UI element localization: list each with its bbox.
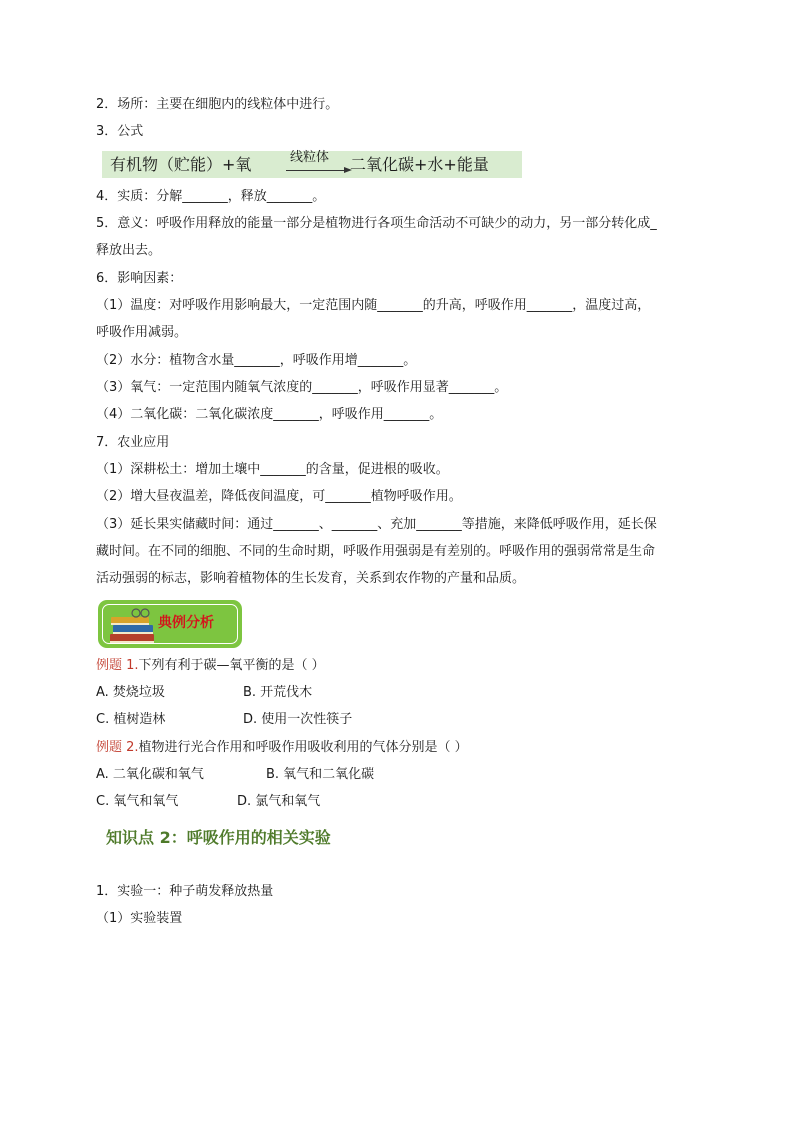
- line-co2: （4）二氧化碳：二氧化碳浓度_______，呼吸作用_______。: [96, 407, 443, 422]
- line-storage-1: （3）延长果实储藏时间：通过_______、_______、充加_______等措施，来降低呼吸作用，延长保: [96, 517, 657, 532]
- experiment-apparatus-heading: （1）实验装置: [96, 911, 183, 926]
- line-temperature-2: 呼吸作用减弱。: [96, 325, 188, 340]
- line-agriculture: 7．农业应用: [96, 435, 170, 450]
- line-formula-heading: 3．公式: [96, 124, 144, 139]
- example-2-label: 例题 2.: [96, 740, 139, 755]
- formula-arrow-icon: [286, 151, 352, 178]
- line-water: （2）水分：植物含水量_______，呼吸作用增_______。: [96, 353, 417, 368]
- example-1-option-a: A. 焚烧垃圾: [96, 685, 165, 700]
- example-1-label: 例题 1.: [96, 658, 139, 673]
- line-temperature-1: （1）温度：对呼吸作用影响最大，一定范围内随_______的升高，呼吸作用_______，温度过高，: [96, 298, 651, 313]
- line-factors: 6．影响因素：: [96, 271, 183, 286]
- section-title: 知识点 2：呼吸作用的相关实验: [106, 828, 331, 847]
- example-2-text: 植物进行光合作用和呼吸作用吸收利用的气体分别是（ ）: [138, 740, 468, 755]
- experiment-1-heading: 1．实验一：种子萌发释放热量: [96, 884, 274, 899]
- line-tillage: （1）深耕松土：增加土壤中_______的含量，促进根的吸收。: [96, 462, 449, 477]
- example-2-option-c: C. 氧气和氧气: [96, 794, 179, 809]
- books-icon: [106, 606, 158, 646]
- example-2-option-d: D. 氯气和氧气: [237, 794, 321, 809]
- example-1-text: 下列有利于碳—氧平衡的是（ ）: [138, 658, 325, 673]
- line-essence: 4．实质：分解_______，释放_______。: [96, 189, 326, 204]
- example-1-option-b: B. 开荒伐木: [243, 685, 313, 700]
- line-oxygen: （3）氧气：一定范围内随氧气浓度的_______，呼吸作用显著_______。: [96, 380, 508, 395]
- line-meaning-2: 释放出去。: [96, 243, 162, 258]
- line-meaning-1: 5．意义：呼吸作用释放的能量一部分是植物进行各项生命活动不可缺少的动力，另一部分转化成_: [96, 216, 657, 231]
- line-storage-2: 藏时间。在不同的细胞、不同的生命时期，呼吸作用强弱是有差别的。呼吸作用的强弱常常是生命: [96, 544, 656, 559]
- example-2-option-b: B. 氧气和二氧化碳: [266, 767, 375, 782]
- formula-condition: 线粒体: [290, 150, 330, 165]
- line-storage-3: 活动强弱的标志，影响着植物体的生长发育，关系到农作物的产量和品质。: [96, 571, 526, 586]
- example-1-option-d: D. 使用一次性筷子: [243, 712, 353, 727]
- badge-label: 典例分析: [158, 615, 214, 631]
- example-1-option-c: C. 植树造林: [96, 712, 166, 727]
- formula-products: 二氧化碳+水+能量: [350, 155, 489, 174]
- example-2-question: [96, 740, 468, 756]
- line-location: 2．场所：主要在细胞内的线粒体中进行。: [96, 97, 339, 112]
- respiration-formula: [102, 151, 522, 178]
- example-analysis-badge: [98, 600, 242, 648]
- line-temp-diff: （2）增大昼夜温差，降低夜间温度，可_______植物呼吸作用。: [96, 489, 462, 504]
- example-2-option-a: A. 二氧化碳和氧气: [96, 767, 204, 782]
- example-1-question: [96, 658, 325, 674]
- formula-reactants: 有机物（贮能）+氧: [110, 155, 252, 174]
